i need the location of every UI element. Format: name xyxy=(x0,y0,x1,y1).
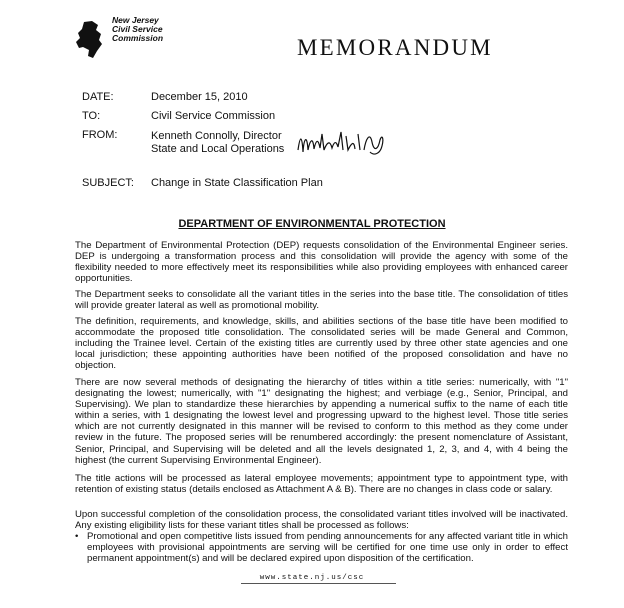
paragraph-2: The Department seeks to consolidate all the variant titles in the series into the base title. The consolidation of titles will provide greater lateral as well as promotional mobility. xyxy=(75,289,568,312)
handwritten-signature xyxy=(294,128,389,160)
org-name xyxy=(112,16,163,43)
footer-divider xyxy=(241,583,396,584)
footer-url: www.state.nj.us/csc xyxy=(259,574,365,582)
to-label: TO: xyxy=(82,110,101,122)
bullet-text: Promotional and open competitive lists issued from pending announcements for any affected variant title in which employees with provisional appointments are serving will be certified for one time use only in order to effect permanent appointment(s) and will be declared expired upon disposition of the certification. xyxy=(87,531,568,565)
bullet-symbol: • xyxy=(75,531,79,542)
org-line-3: Commission xyxy=(112,33,164,43)
org-line-1: New Jersey xyxy=(112,15,159,25)
paragraph-3: The definition, requirements, and knowledge, skills, and abilities sections of the base title have been modified to accommodate the proposed title consolidation. The consolidated series will be made General and Common, including the Trainee level. Certain of the existing titles are currently used by three other state agencies and one local jurisdiction; these appointing authorities have been notified of the proposed consolidation and have no objection. xyxy=(75,316,568,372)
paragraph-5: The title actions will be processed as lateral employee movements; appointment type to appointment type, with retention of existing status (details enclosed as Attachment A & B). There are no changes in class code or salary. xyxy=(75,473,568,496)
new-jersey-state-outline-icon xyxy=(72,20,106,60)
org-line-2: Civil Service xyxy=(112,24,163,34)
subject-label: SUBJECT: xyxy=(82,177,134,189)
from-label: FROM: xyxy=(82,129,118,141)
to-value: Civil Service Commission xyxy=(151,110,276,122)
date-value: December 15, 2010 xyxy=(151,91,248,103)
paragraph-4: There are now several methods of designating the hierarchy of titles within a title series: numerically, with "1" designating the lowest; numerically, with "1" designating the highest; and verbiage (e.g., Senior, Principal, and Supervising). We plan to standardize these hierarchies by appending a numerical suffix to the name of each title within a series, with 1 designating the lowest level and progressing upward to the highest level. Those title series which are not currently designated in this manner will be revised to conform to this method as they come under review in the future. The proposed series will be renumbered accordingly: the present nomenclature of Assistant, Senior, Principal, and Supervising will be deleted and all the levels designated 1, 2, 3, and 4, with 4 being the highest (the current Supervising Environmental Engineer). xyxy=(75,377,568,466)
paragraph-6: Upon successful completion of the consolidation process, the consolidated variant titles involved will be inactivated. Any existing eligibility lists for these variant titles shall be processed as follows: xyxy=(75,509,568,532)
letterhead-logo xyxy=(72,14,192,64)
paragraph-1: The Department of Environmental Protection (DEP) requests consolidation of the Environmental Engineer series. DEP is undergoing a transformation process and this consolidation will provide the agency with some of the flexibility needed to more effectively meet its responsibilities while also providing employees with enhanced career opportunities. xyxy=(75,240,568,285)
memo-heading: MEMORANDUM xyxy=(297,35,493,60)
bullet-item xyxy=(75,531,568,564)
from-value-line-1: Kenneth Connolly, Director xyxy=(151,130,282,142)
section-title: DEPARTMENT OF ENVIRONMENTAL PROTECTION xyxy=(178,218,446,230)
subject-value: Change in State Classification Plan xyxy=(151,177,323,189)
date-label: DATE: xyxy=(82,91,114,103)
from-value-line-2: State and Local Operations xyxy=(151,143,285,155)
